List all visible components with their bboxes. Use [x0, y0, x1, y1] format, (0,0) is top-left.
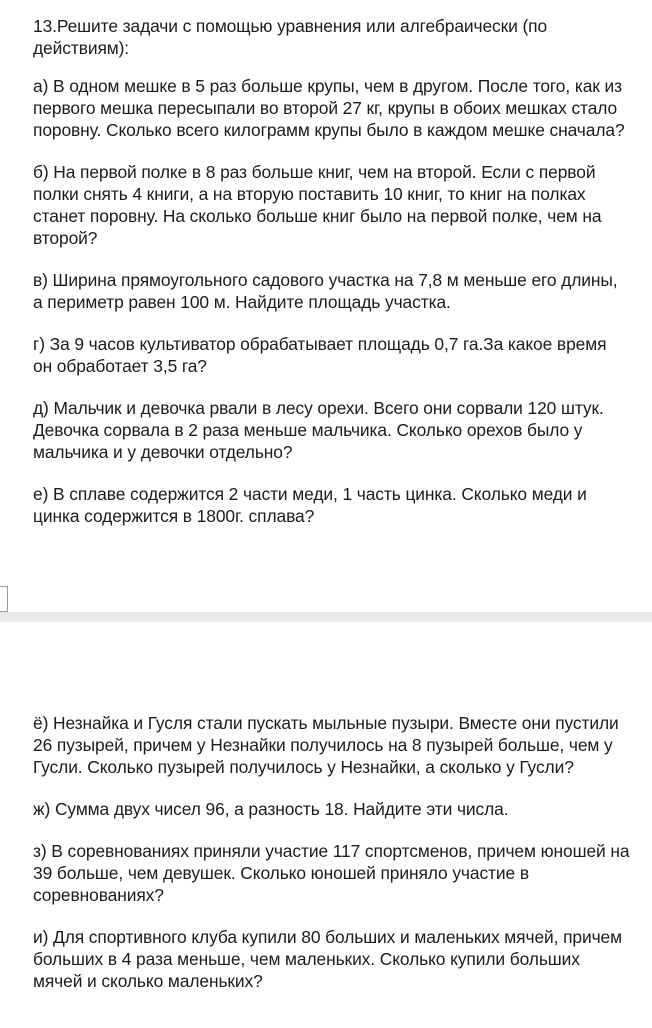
page-1-content — [33, 15, 630, 547]
problem-i: и) Для спортивного клуба купили 80 больших и маленьких мячей, причем больших в 4 раза меньше, чем маленьких. Сколько купили больших мячей и сколько маленьких? — [33, 927, 622, 991]
problem-d: д) Мальчик и девочка рвали в лесу орехи. Всего они сорвали 120 штук. Девочка сорвала в 2 раза меньше мальчика. Сколько орехов было у мальчика и у девочки отдельно? — [33, 398, 604, 462]
problem-a: а) В одном мешке в 5 раз больше крупы, чем в другом. После того, как из первого мешка пересыпали во второй 27 кг, крупы в обоих мешках стало поровну. Сколько всего килограмм крупы было в каждом мешке сначала? — [33, 76, 625, 140]
problem-v: в) Ширина прямоугольного садового участка на 7,8 м меньше его длины, а периметр равен 100 м. Найдите площадь участка. — [33, 270, 618, 312]
document-page-2 — [0, 622, 652, 1028]
problem-z: з) В соревнованиях приняли участие 117 спортсменов, причем юношей на 39 больше, чем девушек. Сколько юношей приняло участие в соревнованиях? — [33, 841, 630, 905]
page-separator — [0, 612, 652, 622]
problem-yo: ё) Незнайка и Гусля стали пускать мыльные пузыри. Вместе они пустили 26 пузырей, причем у Незнайки получилось на 8 пузырей больше, чем у Гусли. Сколько пузырей получилось у Незнайки, а сколько у Гусли? — [33, 713, 619, 777]
problem-e: е) В сплаве содержится 2 части меди, 1 часть цинка. Сколько меди и цинка содержится в 1800г. сплава? — [33, 484, 587, 526]
problem-b: б) На первой полке в 8 раз больше книг, чем на второй. Если с первой полки снять 4 книги, а на вторую поставить 10 книг, то книг на полках станет поровну. На сколько больше книг было на первой полке, чем на второй? — [33, 162, 602, 248]
page-edge-marker — [0, 586, 8, 612]
page-2-content — [33, 712, 630, 1012]
problem-g: г) За 9 часов культиватор обрабатывает площадь 0,7 га.За какое время он обработает 3,5 га? — [33, 334, 607, 376]
assignment-title: 13.Решите задачи с помощью уравнения или алгебраически (по действиям): — [33, 16, 548, 58]
problem-zh: ж) Сумма двух чисел 96, а разность 18. Найдите эти числа. — [33, 799, 509, 819]
